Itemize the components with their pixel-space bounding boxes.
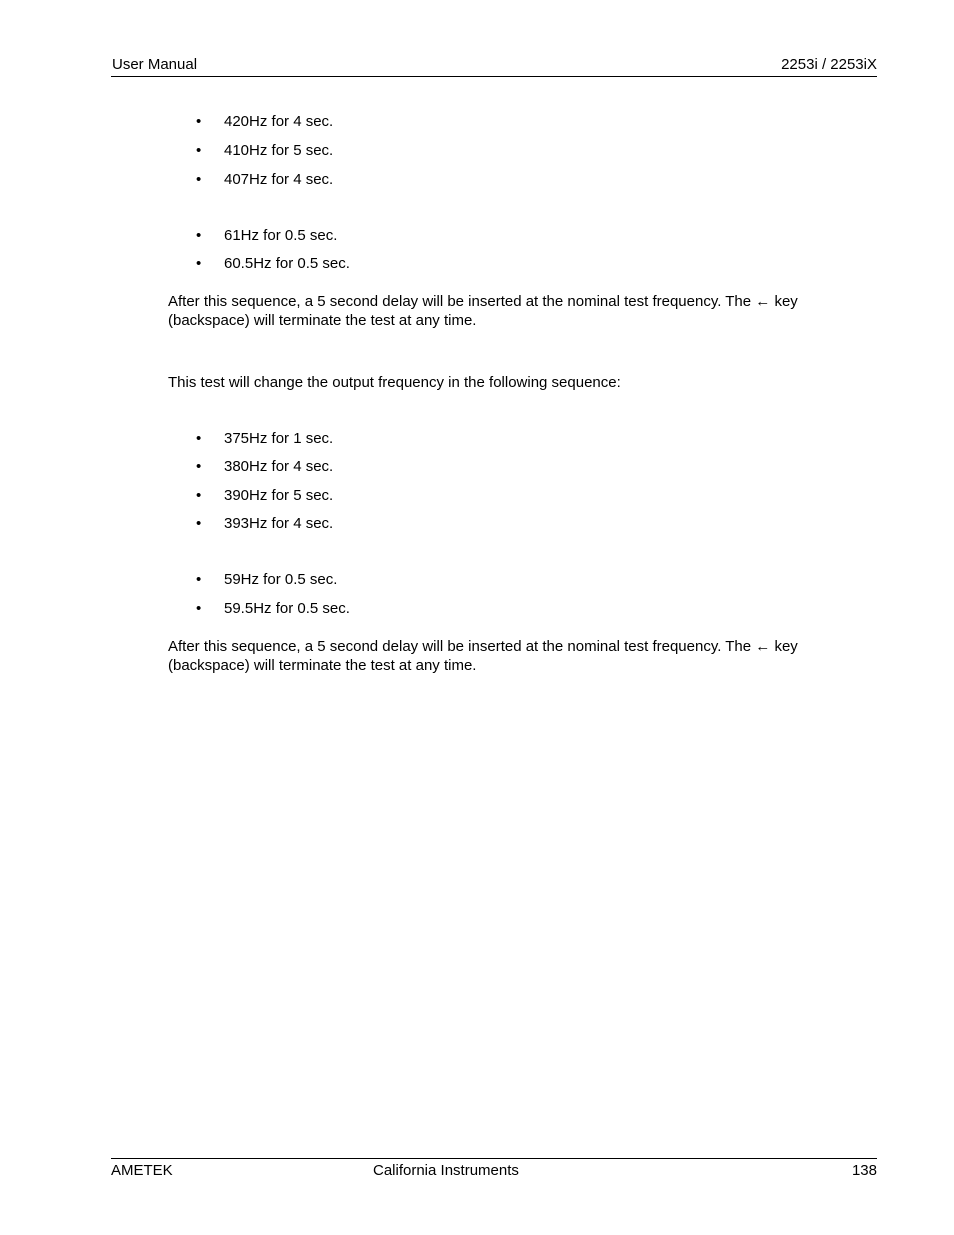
list-item-text: 407Hz for 4 sec. (224, 171, 334, 188)
note-line: After this sequence, a 5 second delay will be inserted at the nominal test frequency. The ← key (168, 638, 798, 655)
bullet-icon: • (196, 487, 202, 504)
header-title: User Manual (112, 56, 198, 73)
list-item-text: 60.5Hz for 0.5 sec. (224, 255, 350, 272)
bullet-icon: • (196, 255, 202, 272)
bullet-icon: • (196, 171, 202, 188)
list-item-text: 393Hz for 4 sec. (224, 515, 334, 532)
list-item-text: 59.5Hz for 0.5 sec. (224, 600, 350, 617)
list-item-text: 390Hz for 5 sec. (224, 487, 334, 504)
bullet-icon: • (196, 600, 202, 617)
bullet-icon: • (196, 430, 202, 447)
intro-paragraph: This test will change the output frequency in the following sequence: (168, 374, 621, 391)
bullet-icon: • (196, 113, 202, 130)
list-item-text: 410Hz for 5 sec. (224, 142, 334, 159)
note-paragraph (168, 638, 808, 675)
list-item-text: 375Hz for 1 sec. (224, 430, 334, 447)
bullet-icon: • (196, 458, 202, 475)
bullet-icon: • (196, 515, 202, 532)
footer-brand: California Instruments (373, 1162, 519, 1179)
bullet-icon: • (196, 142, 202, 159)
page-header (111, 55, 877, 77)
note-line: (backspace) will terminate the test at any time. (168, 656, 477, 674)
list-item-text: 61Hz for 0.5 sec. (224, 227, 338, 244)
list-item-text: 380Hz for 4 sec. (224, 458, 334, 475)
note-line: After this sequence, a 5 second delay will be inserted at the nominal test frequency. The ← key (168, 293, 798, 310)
bullet-icon: • (196, 571, 202, 588)
bullet-icon: • (196, 227, 202, 244)
note-paragraph (168, 293, 808, 330)
list-item-text: 59Hz for 0.5 sec. (224, 571, 338, 588)
page-number: 138 (851, 1162, 877, 1179)
list-item-text: 420Hz for 4 sec. (224, 113, 334, 130)
page-footer (111, 1158, 877, 1183)
footer-company: AMETEK (111, 1162, 173, 1179)
note-line: (backspace) will terminate the test at any time. (168, 311, 477, 329)
header-model: 2253i / 2253iX (781, 56, 877, 73)
